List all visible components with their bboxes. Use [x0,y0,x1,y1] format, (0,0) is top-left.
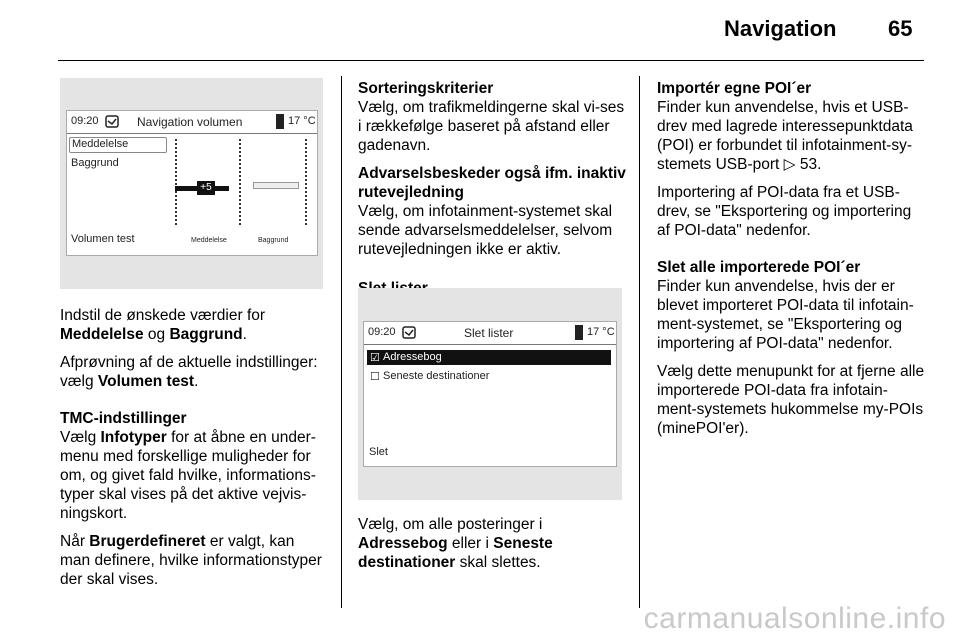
paragraph [60,532,326,589]
term-volumen-test: Volumen test [97,373,195,390]
term-baggrund: Baggrund [169,326,243,343]
term-infotyper: Infotyper [100,429,167,446]
status-bar [364,322,616,345]
text: . [242,326,247,343]
list-item-label: Adressebog [383,351,442,363]
section-sorting [358,79,626,155]
section-heading-tmc: TMC-indstillinger [60,410,187,427]
clock: 09:20 [71,115,99,127]
paragraph [358,515,626,572]
paragraph: Vælg dette menupunkt for at fjerne alle importerede POI-data fra infotain-ment-systemets hukommelse my-POIs (minePOI'er). [657,363,925,437]
menu-item-baggrund[interactable]: Baggrund [71,157,119,169]
paragraph: Importering af POI-data fra et USB-drev, se "Eksportering og importering af POI-data" nedenfor. [657,184,912,239]
column-2 [358,79,626,298]
text: Indstil de ønskede værdier for [60,307,266,324]
status-bar [67,111,317,134]
column-divider [341,76,342,608]
slider-label-meddelelse: Meddelelse [191,237,227,244]
text: Finder kun anvendelse, hvis et USB-drev med lagrede interessepunktdata (POI) er forbundet til infotainment-sy-stemets USB-port [657,99,913,173]
temperature: 17 °C [587,326,615,338]
section-heading-sorting: Sorteringskriterier [358,80,494,97]
page-header-title: Navigation [724,16,837,41]
text: Når [60,533,85,550]
checkbox-empty-icon: ☐ [370,371,380,383]
text: for at åbne en under-menu med forskellige muligheder for om, og givet fald hvilke, informations-typer skal vises på det aktive vejvis-ningskort. [60,429,316,522]
slider-track [239,139,243,225]
slet-button[interactable]: Slet [369,446,388,458]
page-number: 65 [888,16,913,41]
thermometer-icon [574,325,584,340]
text: Vælg [60,429,97,446]
infotainment-screen [363,321,617,467]
slider-track [175,139,179,225]
column-2-end [358,515,626,581]
thermometer-icon [275,114,285,129]
paragraph [60,353,326,391]
navigation-icon [105,115,119,128]
section-heading-warnings: Advarselsbeskeder også ifm. inaktiv rutevejledning [358,165,626,201]
list-item-label: Seneste destinationer [383,370,490,382]
section-delete-poi [657,258,925,353]
list-item-adressebog[interactable] [367,350,611,365]
text: er valgt, kan man definere, hvilke informationstyper der skal vises. [60,533,322,588]
slider-label-baggrund: Baggrund [258,237,289,244]
column-3 [657,79,925,447]
text: og [147,326,166,343]
text: . [194,373,199,390]
column-divider [639,76,640,608]
checkbox-checked-icon: ☑ [370,352,380,364]
text: skal slettes. [459,554,541,571]
volume-test-button[interactable]: Volumen test [71,233,135,245]
section-text: Vælg, om trafikmeldingerne skal vi-ses i rækkefølge baseret på afstand eller gadenavn. [358,99,625,154]
term-adressebog: Adressebog [358,535,448,552]
screenshot-slet-lister [358,288,622,500]
section-heading-delete-poi: Slet alle importerede POI´er [657,259,861,276]
header-rule [58,60,924,61]
section-heading-import-poi: Importér egne POI´er [657,80,812,97]
clock: 09:20 [368,326,396,338]
screenshot-navigation-volume [60,78,323,289]
section-warnings [358,164,626,259]
term-brugerdefineret: Brugerdefineret [89,533,206,550]
temperature: 17 °C [288,115,316,127]
list-item-seneste[interactable] [367,369,611,384]
navigation-icon [402,326,416,339]
screen-title: Navigation volumen [137,115,243,129]
slider-value-badge: +5 [197,181,215,195]
section-text [657,98,925,174]
infotainment-screen [66,110,318,256]
slider-baggrund[interactable] [253,182,299,189]
page-reference[interactable]: 53. [799,156,822,173]
term-meddelelse: Meddelelse [60,326,144,343]
column-1 [60,306,326,598]
screen-title: Slet lister [464,326,514,340]
paragraph [60,428,326,523]
slider-track [305,139,309,225]
text: eller i [451,535,489,552]
section-import-poi [657,79,925,174]
menu-item-meddelelse[interactable]: Meddelelse [69,137,167,153]
paragraph [60,306,326,344]
text: Vælg, om alle posteringer i [358,516,543,533]
text: Afprøvning af de aktuelle indstillinger: vælg [60,354,318,390]
section-text: Vælg, om infotainment-systemet skal sende advarselsmeddelelser, selvom rutevejledningen ikke er aktiv. [358,203,613,258]
watermark: carmanualsonline.info [643,602,946,635]
page-reference-arrow-icon: ▷ [783,156,796,173]
term-seneste-destinationer: Seneste destinationer [358,535,553,571]
section-text: Finder kun anvendelse, hvis der er blevet importeret POI-data til infotain-ment-systemet, se "Eksportering og importering af POI-data" nedenfor. [657,278,914,352]
